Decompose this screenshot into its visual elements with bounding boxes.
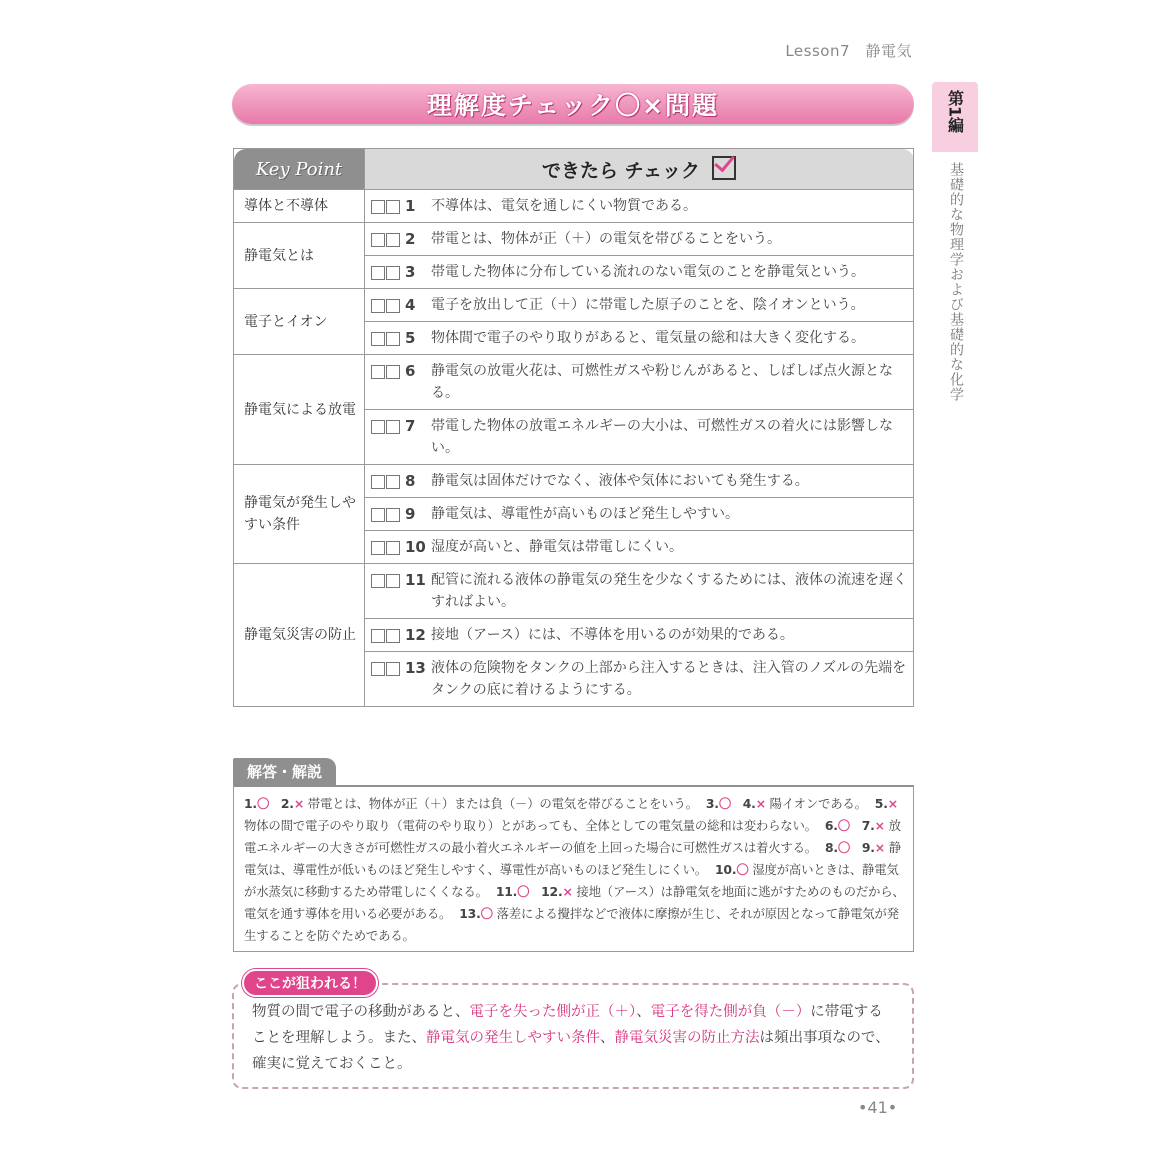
question-number: 1: [405, 197, 416, 215]
answer-number: 1.: [244, 796, 257, 811]
question-text: 不導体は、電気を通しにくい物質である。: [431, 198, 697, 214]
check-header: [365, 149, 914, 190]
question-cell: [365, 256, 914, 289]
quiz-row: [234, 465, 914, 498]
checkbox-icon[interactable]: [371, 475, 385, 489]
check-boxes[interactable]: [371, 200, 401, 214]
question-cell: [365, 223, 914, 256]
highlight-text: 電子を失った側が正（＋）: [469, 1004, 637, 1020]
quiz-row: [234, 289, 914, 322]
question-text: 帯電した物体に分布している流れのない電気のことを静電気という。: [431, 264, 865, 280]
answer-mark: 〇: [736, 862, 749, 877]
question-number: 3: [405, 263, 416, 281]
keypoint-category: 電子とイオン: [234, 289, 365, 355]
checkbox-icon[interactable]: [386, 233, 400, 247]
answer-number: 8.: [824, 840, 838, 855]
checkbox-icon[interactable]: [386, 299, 400, 313]
question-cell: [365, 652, 914, 707]
point-text: に帯電することを理解しよう。また、: [252, 1004, 883, 1046]
answers-label: 解答・解説: [233, 758, 336, 785]
question-number: 6: [405, 362, 416, 380]
check-boxes[interactable]: [371, 508, 401, 522]
point-box: [232, 983, 914, 1089]
question-number: 11: [405, 571, 426, 589]
point-text: 、: [636, 1004, 651, 1020]
question-cell: [365, 619, 914, 652]
quiz-title-bar: [232, 84, 914, 124]
checkbox-icon[interactable]: [386, 508, 400, 522]
question-text: 帯電した物体の放電エネルギーの大小は、可燃性ガスの着火には影響しない。: [431, 418, 893, 456]
question-number: 8: [405, 472, 416, 490]
answer-entry: [244, 796, 277, 811]
question-number: 7: [405, 417, 416, 435]
answer-mark: 〇: [837, 818, 850, 833]
checkbox-icon[interactable]: [371, 508, 385, 522]
checkbox-icon[interactable]: [386, 662, 400, 676]
question-cell: [365, 465, 914, 498]
checkbox-icon[interactable]: [386, 541, 400, 555]
question-text: 物体間で電子のやり取りがあると、電気量の総和は大きく変化する。: [431, 330, 865, 346]
answer-number: 11.: [495, 884, 518, 899]
answer-entry: [706, 796, 739, 811]
check-boxes[interactable]: [371, 299, 401, 313]
check-boxes[interactable]: [371, 420, 401, 434]
answer-explanation: 湿度が高いときは、静電気が水蒸気に移動するため帯電しにくくなる。: [244, 862, 899, 899]
quiz-title: 理解度チェック〇×問題: [426, 91, 720, 120]
question-cell: [365, 355, 914, 410]
answer-number: 12.: [541, 884, 563, 899]
question-number: 12: [405, 626, 426, 644]
check-boxes[interactable]: [371, 475, 401, 489]
point-text: 物質の間で電子の移動があると、: [252, 1004, 470, 1020]
checkbox-icon[interactable]: [386, 266, 400, 280]
checkbox-checked-icon: [712, 156, 736, 180]
check-boxes[interactable]: [371, 662, 401, 676]
question-text: 帯電とは、物体が正（＋）の電気を帯びることをいう。: [431, 231, 781, 247]
quiz-table: [233, 148, 914, 707]
answer-number: 13.: [459, 906, 481, 921]
chapter-subtitle: 基礎的な物理学および基礎的な化学: [948, 162, 964, 402]
answer-mark: 〇: [256, 796, 270, 811]
answer-mark: ×: [887, 796, 898, 811]
checkbox-icon[interactable]: [371, 420, 385, 434]
point-text: 、: [600, 1030, 615, 1046]
answer-entry: [825, 840, 858, 855]
answer-explanation: 放電エネルギーの大きさが可燃性ガスの最小着火エネルギーの値を上回った場合に可燃性ガスは着火する。: [244, 818, 901, 855]
checkbox-icon[interactable]: [371, 266, 385, 280]
question-number: 4: [405, 296, 416, 314]
question-text: 静電気は、導電性が高いものほど発生しやすい。: [431, 506, 739, 522]
checkbox-icon[interactable]: [386, 200, 400, 214]
answer-entry: [496, 884, 537, 899]
checkbox-icon[interactable]: [371, 662, 385, 676]
highlight-text: 静電気の発生しやすい条件: [426, 1030, 600, 1046]
answer-explanation: 帯電とは、物体が正（＋）または負（－）の電気を帯びることをいう。: [307, 796, 698, 811]
quiz-row: [234, 355, 914, 410]
question-text: 湿度が高いと、静電気は帯電しにくい。: [431, 539, 683, 555]
check-header-label: できたら チェック: [541, 159, 701, 182]
answer-number: 6.: [824, 818, 838, 833]
checkbox-icon[interactable]: [371, 629, 385, 643]
answer-entry: [825, 818, 858, 833]
check-boxes[interactable]: [371, 629, 401, 643]
answer-explanation: 接地（アース）は静電気を地面に逃がすためのものだから、電気を通す導体を用いる必要がある。: [244, 884, 905, 921]
keypoint-header: Key Point: [234, 149, 365, 190]
answer-entry: [281, 796, 702, 811]
question-cell: [365, 531, 914, 564]
quiz-row: [234, 223, 914, 256]
answer-number: 5.: [874, 796, 888, 811]
answer-explanation: 物体の間で電子のやり取り（電荷のやり取り）とがあっても、全体としての電気量の総和は変わらない。: [244, 818, 817, 833]
point-text: は頻出事項なので、確実に覚えておくこと。: [252, 1030, 890, 1072]
question-number: 2: [405, 230, 416, 248]
checkbox-icon[interactable]: [386, 365, 400, 379]
answer-explanation: 静電気は、導電性が低いものほど発生しやすく、導電性が高いものほど発生しにくい。: [244, 840, 901, 877]
question-cell: [365, 564, 914, 619]
check-boxes[interactable]: [371, 541, 401, 555]
question-cell: [365, 190, 914, 223]
question-text: 接地（アース）には、不導体を用いるのが効果的である。: [431, 627, 794, 643]
checkbox-icon[interactable]: [386, 574, 400, 588]
question-number: 13: [405, 659, 426, 677]
check-boxes[interactable]: [371, 332, 401, 346]
answer-mark: 〇: [837, 840, 851, 855]
keypoint-category: 静電気災害の防止: [234, 564, 365, 707]
answer-number: 4.: [742, 796, 756, 811]
checkbox-icon[interactable]: [386, 475, 400, 489]
answer-number: 3.: [705, 796, 719, 811]
keypoint-category: 静電気による放電: [234, 355, 365, 465]
question-text: 静電気は固体だけでなく、液体や気体においても発生する。: [431, 473, 809, 489]
answer-mark: 〇: [517, 884, 530, 899]
question-number: 9: [405, 505, 416, 523]
page-number: •41•: [858, 1098, 898, 1117]
answers-box: [233, 785, 914, 952]
keypoint-category: 導体と不導体: [234, 190, 365, 223]
check-boxes[interactable]: [371, 574, 401, 588]
check-boxes[interactable]: [371, 365, 401, 379]
checkbox-icon[interactable]: [371, 574, 385, 588]
answer-explanation: 落差による攪拌などで液体に摩擦が生じ、それが原因となって静電気が発生することを防ぐためである。: [244, 906, 899, 943]
answer-number: 10.: [715, 862, 737, 877]
answer-entry: [743, 796, 871, 811]
question-number: 5: [405, 329, 416, 347]
point-section: [232, 975, 914, 1089]
answer-mark: ×: [874, 818, 885, 833]
answer-number: 9.: [861, 840, 875, 855]
checkbox-icon[interactable]: [371, 200, 385, 214]
check-boxes[interactable]: [371, 266, 401, 280]
checkbox-icon[interactable]: [371, 233, 385, 247]
quiz-body: [234, 190, 914, 707]
answer-mark: 〇: [718, 796, 732, 811]
checkbox-icon[interactable]: [386, 629, 400, 643]
answer-mark: 〇: [480, 906, 493, 921]
quiz-row: [234, 564, 914, 619]
question-cell: [365, 289, 914, 322]
checkbox-icon[interactable]: [371, 365, 385, 379]
chapter-label: 第1編: [945, 90, 965, 134]
answer-number: 2.: [280, 796, 294, 811]
question-number: 10: [405, 538, 426, 556]
question-cell: [365, 410, 914, 465]
checkbox-icon[interactable]: [371, 332, 385, 346]
answer-mark: ×: [293, 796, 305, 811]
check-boxes[interactable]: [371, 233, 401, 247]
checkbox-icon[interactable]: [371, 299, 385, 313]
checkbox-icon[interactable]: [386, 420, 400, 434]
keypoint-category: 静電気とは: [234, 223, 365, 289]
highlight-text: 電子を得た側が負（－）: [650, 1004, 811, 1020]
answers-section: [233, 758, 914, 952]
highlight-text: 静電気災害の防止方法: [614, 1030, 760, 1046]
answer-mark: ×: [874, 840, 885, 855]
answer-explanation: 陽イオンである。: [769, 796, 867, 811]
point-label: ここが狙われる！: [242, 969, 378, 997]
question-cell: [365, 322, 914, 355]
question-cell: [365, 498, 914, 531]
chapter-tab: [932, 82, 978, 152]
answer-mark: ×: [755, 796, 766, 811]
quiz-row: [234, 190, 914, 223]
answer-number: 7.: [861, 818, 875, 833]
running-header: Lesson7 静電気: [785, 42, 912, 60]
keypoint-category: 静電気が発生しやすい条件: [234, 465, 365, 564]
answer-mark: ×: [562, 884, 573, 899]
question-text: 配管に流れる液体の静電気の発生を少なくするためには、液体の流速を遅くすればよい。: [431, 572, 907, 610]
question-text: 液体の危険物をタンクの上部から注入するときは、注入管のノズルの先端をタンクの底に着けるようにする。: [431, 660, 907, 698]
question-text: 静電気の放電火花は、可燃性ガスや粉じんがあると、しばしば点火源となる。: [431, 363, 893, 401]
question-text: 電子を放出して正（＋）に帯電した原子のことを、陰イオンという。: [431, 297, 865, 313]
checkbox-icon[interactable]: [386, 332, 400, 346]
checkbox-icon[interactable]: [371, 541, 385, 555]
